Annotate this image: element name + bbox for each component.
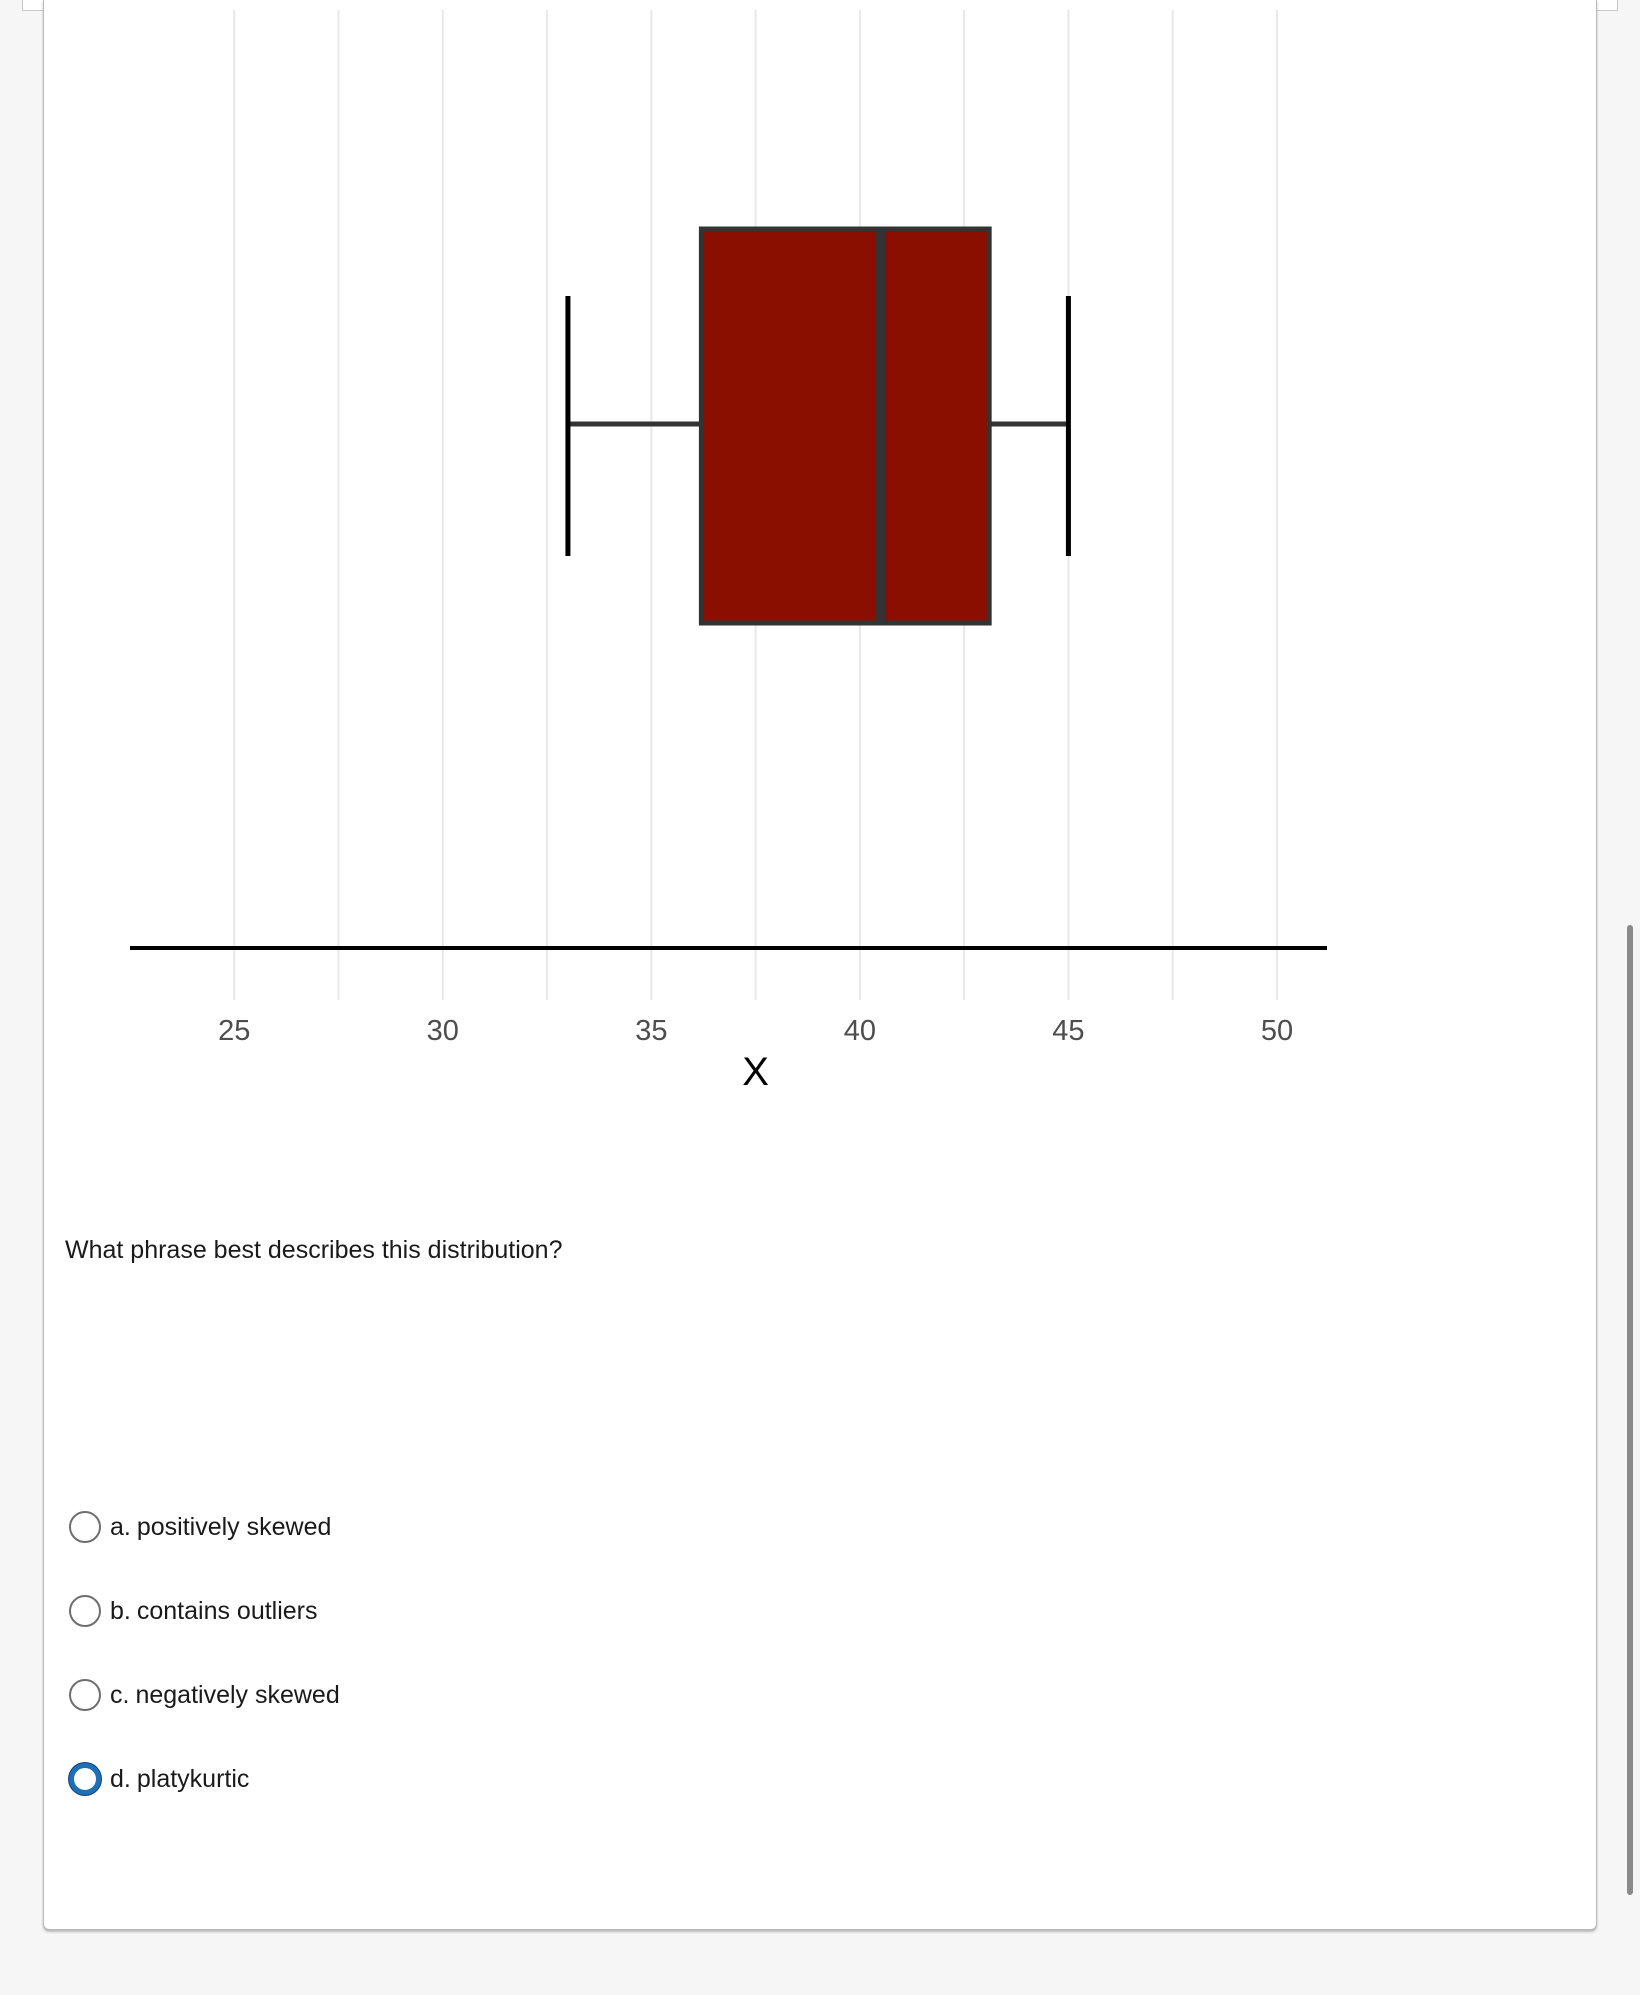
option-b-radio[interactable] bbox=[69, 1595, 101, 1627]
page-scrollbar-thumb[interactable] bbox=[1627, 925, 1633, 1895]
x-tick-label: 50 bbox=[1260, 1015, 1294, 1047]
option-d-label[interactable]: platykurtic bbox=[136, 1764, 250, 1793]
question-text: What phrase best describes this distribution? bbox=[65, 1236, 563, 1264]
option-b-label[interactable]: contains outliers bbox=[136, 1596, 318, 1625]
option-d-radio[interactable] bbox=[69, 1763, 101, 1795]
option-c[interactable] bbox=[69, 1677, 340, 1713]
x-tick-label: 40 bbox=[843, 1015, 877, 1047]
boxplot-chart bbox=[44, 0, 1596, 1120]
option-b[interactable] bbox=[69, 1593, 318, 1629]
option-c-radio[interactable] bbox=[69, 1679, 101, 1711]
x-tick-label: 45 bbox=[1052, 1015, 1085, 1047]
option-b-letter: b. bbox=[110, 1596, 131, 1625]
x-axis-title: X bbox=[742, 1050, 769, 1094]
x-tick-label: 35 bbox=[635, 1015, 668, 1047]
option-a-letter: a. bbox=[110, 1512, 131, 1541]
option-c-label[interactable]: negatively skewed bbox=[135, 1680, 340, 1709]
x-tick-label: 25 bbox=[218, 1015, 251, 1047]
option-a[interactable] bbox=[69, 1509, 331, 1545]
option-a-radio[interactable] bbox=[69, 1511, 101, 1543]
option-d[interactable] bbox=[69, 1761, 249, 1797]
iqr-box bbox=[701, 229, 989, 623]
option-a-label[interactable]: positively skewed bbox=[136, 1512, 332, 1541]
x-tick-label: 30 bbox=[426, 1015, 459, 1047]
option-c-letter: c. bbox=[110, 1680, 130, 1709]
option-d-letter: d. bbox=[110, 1764, 131, 1793]
question-card bbox=[43, 0, 1597, 1930]
